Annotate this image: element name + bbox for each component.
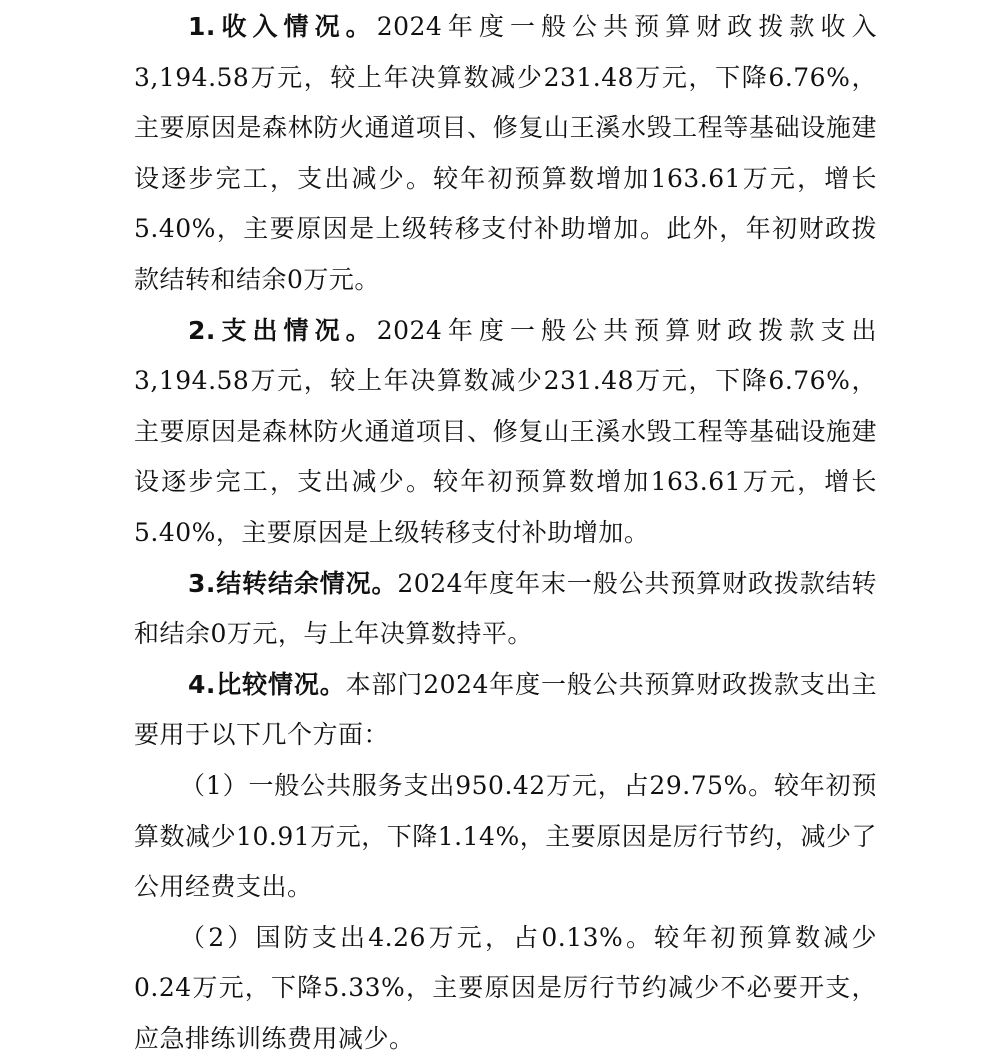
expenditure-text: 2024年度一般公共预算财政拨款支出3,194.58万元，较上年决算数减少231.48万元，下降6.76%，主要原因是森林防火通道项目、修复山王溪水毁工程等基础设施建设逐步完工，支出减少。较年初预算数增加163.61万元，增长5.40%，主要原因是上级转移支付补助增加。: [134, 315, 877, 547]
carryover-heading: 3.结转结余情况。: [188, 568, 398, 598]
carryover-text: 2024年度年末一般公共预算财政拨款结转和结余0万元，与上年决算数持平。: [134, 568, 877, 649]
comparison-heading: 4.比较情况。: [188, 669, 346, 699]
item-general-public-services: （1）一般公共服务支出950.42万元，占29.75%。较年初预算数减少10.91万元，下降1.14%，主要原因是厉行节约，减少了公用经费支出。: [134, 770, 877, 902]
income-text: 2024年度一般公共预算财政拨款收入3,194.58万元，较上年决算数减少231.48万元，下降6.76%，主要原因是森林防火通道项目、修复山王溪水毁工程等基础设施建设逐步完工，支出减少。较年初预算数增加163.61万元，增长5.40%，主要原因是上级转移支付补助增加。此外，年初财政拨款结转和结余0万元。: [134, 12, 877, 294]
comparison-text: 本部门2024年度一般公共预算财政拨款支出主要用于以下几个方面：: [134, 669, 877, 750]
document-page: [134, 2, 877, 1064]
expenditure-heading: 2.支出情况。: [188, 315, 377, 345]
comparison-paragraph: [134, 660, 877, 761]
income-paragraph: [134, 2, 877, 306]
item-national-defense: （2）国防支出4.26万元，占0.13%。较年初预算数减少0.24万元，下降5.33%，主要原因是厉行节约减少不必要开支，应急排练训练费用减少。: [134, 922, 877, 1053]
expenditure-paragraph: [134, 306, 877, 559]
carryover-paragraph: [134, 559, 877, 660]
income-heading: 1.收入情况。: [188, 12, 377, 41]
